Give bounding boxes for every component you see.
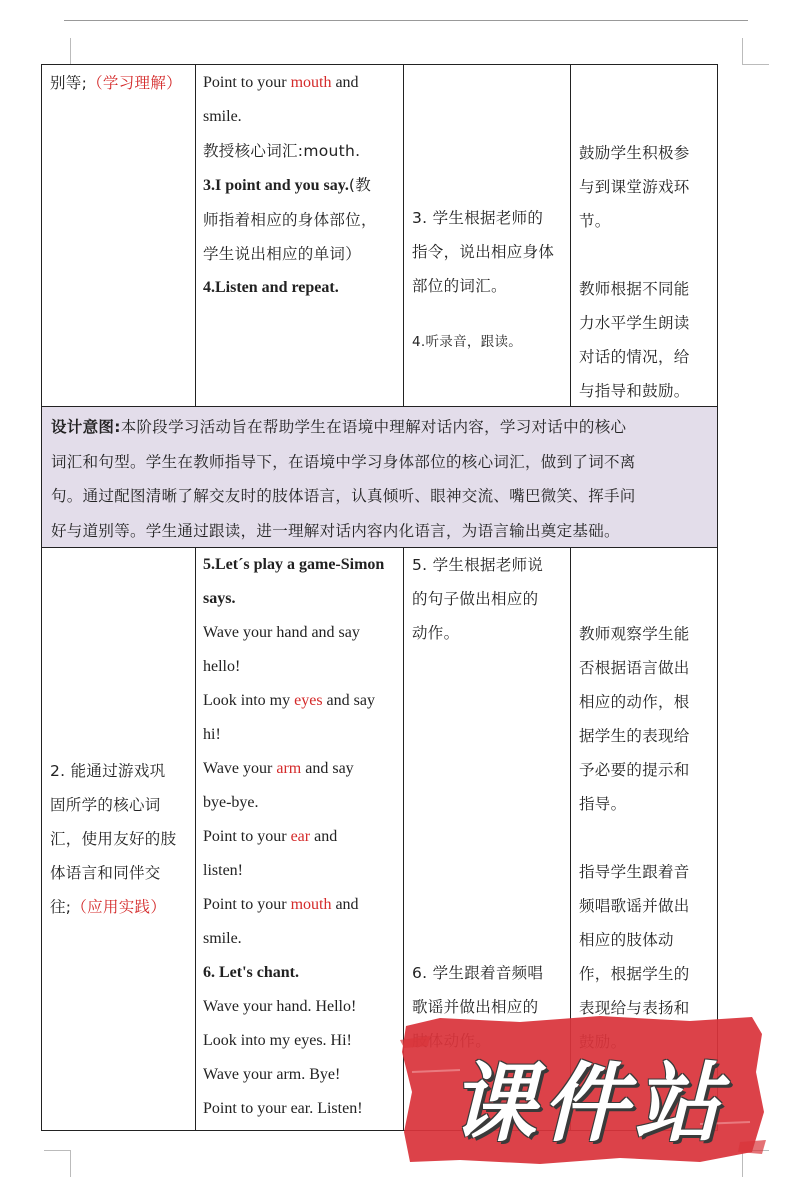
eval-line: 力水平学生朗读 (579, 314, 690, 332)
student-line: 6. 学生跟着音频唱 (412, 964, 544, 982)
row1-student-activity-cell (404, 201, 571, 359)
eval-line: 指导。 (579, 795, 627, 813)
design-intent-block (42, 407, 717, 547)
eval-line: 教师观察学生能 (579, 625, 690, 643)
eval-line: 节。 (579, 212, 611, 230)
eval-line: 鼓励学生积极参 (579, 144, 690, 162)
activity-line: Look into my eyes and say (203, 692, 375, 709)
activity-line: Look into my eyes. Hi! (203, 1032, 352, 1049)
table-border-top (41, 64, 718, 65)
activity-line: Wave your hand and say (203, 624, 360, 641)
eval-line: 频唱歌谣并做出 (579, 897, 690, 915)
eval-line: 教师根据不同能 (579, 280, 690, 298)
eval-line: 否根据语言做出 (579, 659, 690, 677)
activity-line: 5.Let´s play a game-Simon (203, 556, 385, 573)
student-line: 歌谣并做出相应的 (412, 998, 539, 1016)
table-border-right (717, 64, 718, 1131)
row2-teacher-activity-cell (196, 548, 404, 1126)
student-line: 指令，说出相应身体 (412, 243, 555, 261)
student-line: 部位的词汇。 (412, 277, 507, 295)
student-line: 5. 学生根据老师说 (412, 556, 544, 574)
eval-line: 相应的肢体动 (579, 931, 674, 949)
activity-line: Wave your hand. Hello! (203, 998, 357, 1015)
row2-objective-cell (42, 754, 196, 924)
watermark-text: 课件站 (450, 1054, 726, 1154)
design-intent-line: 词汇和句型。学生在教师指导下，在语境中学习身体部位的核心词汇，做到了词不离 (51, 452, 636, 471)
eval-line: 指导学生跟着音 (579, 863, 690, 881)
objective-line: 2. 能通过游戏巩 (50, 762, 166, 780)
crop-mark-top-left (44, 38, 71, 65)
activity-line: smile. (203, 930, 242, 947)
table-border-left (41, 64, 42, 1131)
activity-line: Point to your mouth and (203, 896, 359, 913)
activity-line: Point to your mouth and (203, 74, 359, 91)
objective-line: 汇，使用友好的肢 (50, 830, 177, 848)
crop-mark-bottom-left (44, 1150, 71, 1177)
activity-line: 学生说出相应的单词） (203, 245, 362, 263)
design-intent-line: 设计意图:本阶段学习活动旨在帮助学生在语境中理解对话内容，学习对话中的核心 (51, 418, 627, 436)
activity-line: 师指着相应的身体部位， (203, 211, 377, 229)
eval-line: 表现给与表扬和 (579, 999, 690, 1017)
eval-line: 对话的情况，给 (579, 348, 690, 366)
activity-line: Wave your arm and say (203, 760, 354, 777)
design-intent-line: 句。通过配图清晰了解交友时的肢体语言，认真倾听、眼神交流、嘴巴微笑、挥手问 (51, 487, 636, 505)
objective-line: 体语言和同伴交 (50, 864, 161, 882)
row2-student-activity-cell (404, 548, 571, 1058)
activity-line: bye-bye. (203, 794, 259, 811)
activity-line: 6. Let's chant. (203, 964, 299, 981)
crop-mark-top-right (742, 38, 769, 65)
student-line: 3. 学生根据老师的 (412, 209, 544, 227)
objective-line: 往;（应用实践） (50, 898, 167, 916)
activity-line: hi! (203, 726, 221, 743)
activity-line: listen! (203, 862, 243, 879)
activity-line: hello! (203, 658, 241, 675)
row1-objective-text: 别等;（学习理解） (50, 74, 182, 92)
eval-line: 与到课堂游戏环 (579, 178, 690, 196)
activity-line: Point to your ear and (203, 828, 338, 845)
eval-line: 予必要的提示和 (579, 761, 690, 779)
row2-evaluation-cell (571, 617, 717, 1059)
activity-line: 3.I point and you say.(教 (203, 176, 371, 194)
activity-line: 教授核心词汇:mouth. (203, 142, 361, 160)
objective-line: 固所学的核心词 (50, 796, 161, 814)
row1-teacher-activity-cell (196, 66, 404, 305)
design-intent-line: 好与道别等。学生通过跟读，进一理解对话内容内化语言，为语言输出奠定基础。 (51, 521, 620, 540)
student-line: 的句子做出相应的 (412, 590, 539, 608)
eval-line: 作，根据学生的 (579, 965, 690, 983)
eval-line: 相应的动作，根 (579, 693, 690, 711)
header-rule (64, 20, 748, 21)
row1-evaluation-cell (571, 136, 717, 408)
activity-line: 4.Listen and repeat. (203, 279, 339, 296)
eval-line: 与指导和鼓励。 (579, 382, 690, 400)
student-line: 4.听录音，跟读。 (412, 334, 523, 350)
watermark-logo (400, 1012, 766, 1168)
student-line: 动作。 (412, 624, 460, 642)
activity-line: says. (203, 590, 236, 607)
eval-line: 据学生的表现给 (579, 727, 690, 745)
row1-objective-cell (42, 66, 196, 100)
activity-line: Wave your arm. Bye! (203, 1066, 341, 1083)
activity-line: smile. (203, 108, 242, 125)
activity-line: Point to your ear. Listen! (203, 1100, 363, 1117)
design-intent-label: 设计意图: (51, 418, 121, 436)
